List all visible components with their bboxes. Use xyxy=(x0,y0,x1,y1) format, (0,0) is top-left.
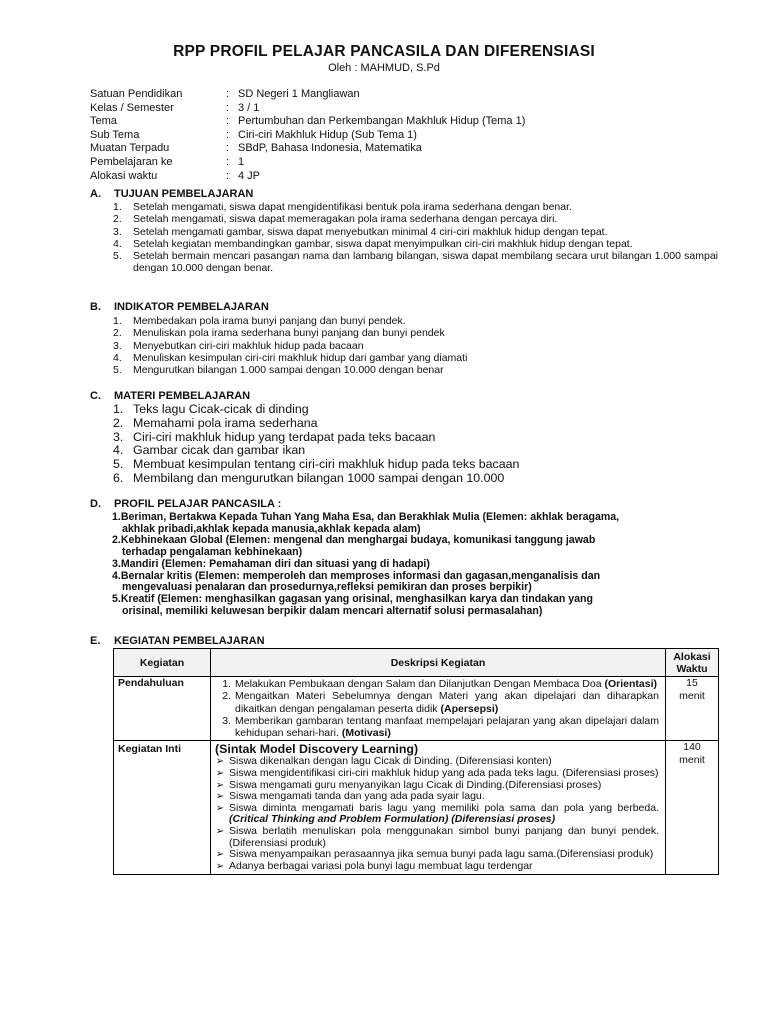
meta-colon: : xyxy=(226,101,230,114)
list-item: 2. Memahami pola irama sederhana xyxy=(113,415,318,430)
arrow-bullet-icon: ➢ xyxy=(215,802,225,814)
meta-value: SBdP, Bahasa Indonesia, Matematika xyxy=(238,142,422,155)
row-label-inti: Kegiatan Inti xyxy=(114,741,211,875)
profil-line: 3.Mandiri (Elemen: Pemahaman diri dan situasi yang di hadapi) xyxy=(112,557,430,570)
meta-row xyxy=(90,88,525,102)
section-title: PROFIL PELAJAR PANCASILA : xyxy=(114,498,282,510)
sintak-heading: (Sintak Model Discovery Learning) xyxy=(215,742,419,757)
list-item: 5. Mengurutkan bilangan 1.000 sampai dengan 10.000 dengan benar xyxy=(113,364,444,377)
arrow-bullet-icon: ➢ xyxy=(215,860,225,872)
inti-description xyxy=(211,741,666,875)
meta-label: Satuan Pendidikan xyxy=(90,88,183,100)
list-item: 1. Setelah mengamati, siswa dapat mengidentifikasi bentuk pola irama sederhana dengan benar. xyxy=(113,201,572,213)
section-title: TUJUAN PEMBELAJARAN xyxy=(114,188,254,200)
arrow-bullet-icon: ➢ xyxy=(215,826,225,838)
list-item: ➢ Siswa diminta mengamati baris lagu yang memiliki pola sama dan pola yang berbeda. (Critical Thinking and Problem Formulation) (Diferensiasi proses) xyxy=(211,803,665,826)
meta-colon: : xyxy=(226,88,230,100)
table-row xyxy=(114,741,719,875)
alokasi-unit: menit xyxy=(679,753,705,766)
list-item: 3. Memberikan gambaran tentang manfaat mempelajari pelajaran yang akan dipelajari dalam kehidupan sehari-hari. (Motivasi) xyxy=(222,714,659,740)
list-item: 1. Membedakan pola irama bunyi panjang dan bunyi pendek. xyxy=(113,315,406,327)
list-item: ➢ Adanya berbagai variasi pola bunyi lagu membuat lagu terdengar xyxy=(211,861,665,873)
list-item: 3. Ciri-ciri makhluk hidup yang terdapat pada teks bacaan xyxy=(113,429,436,444)
meta-row xyxy=(90,156,525,170)
meta-value: Pertumbuhan dan Perkembangan Makhluk Hidup (Tema 1) xyxy=(238,115,526,128)
list-item: 3. Menyebutkan ciri-ciri makhluk hidup pada bacaan xyxy=(113,339,364,352)
list-item: 4. Setelah kegiatan membandingkan gambar, siswa dapat menyimpulkan ciri-ciri makhluk hidup dengan tepat. xyxy=(113,237,633,250)
list-item: ➢ Siswa berlatih menuliskan pola menggunakan simbol bunyi panjang dan bunyi pendek.(Diferensiasi produk) xyxy=(211,826,665,849)
list-item: ➢ Siswa mengamati guru menyanyikan lagu Cicak di Dinding.(Diferensiasi proses) xyxy=(211,780,665,792)
profil-line: 4.Bernalar kritis (Elemen: memperoleh dan memproses informasi dan gagasan,menganalisis dan xyxy=(112,569,601,582)
profil-line: orisinal, memiliki keluwesan berpikir dalam mencari alternatif solusi permasalahan) xyxy=(122,604,543,617)
table-header-row xyxy=(114,649,719,677)
alokasi-pendahuluan xyxy=(666,677,719,741)
arrow-bullet-icon: ➢ xyxy=(215,849,225,861)
meta-row xyxy=(90,170,525,184)
meta-colon: : xyxy=(226,115,230,128)
section-letter: D. xyxy=(90,498,101,510)
list-item: ➢ Siswa dikenalkan dengan lagu Cicak di Dinding. (Diferensiasi konten) xyxy=(211,756,665,768)
meta-colon: : xyxy=(226,142,230,155)
materi-list xyxy=(113,403,718,486)
tujuan-list xyxy=(113,201,718,275)
meta-value: 1 xyxy=(238,155,245,168)
list-item: ➢ Siswa mengidentifikasi ciri-ciri makhluk hidup yang ada pada teks lagu. (Diferensiasi proses) xyxy=(211,768,665,780)
column-header-deskripsi: Deskripsi Kegiatan xyxy=(211,649,666,677)
section-letter: B. xyxy=(90,301,101,313)
document-title: RPP PROFIL PELAJAR PANCASILA DAN DIFERENSIASI xyxy=(173,43,595,60)
section-letter: E. xyxy=(90,635,101,647)
meta-row xyxy=(90,129,525,143)
arrow-bullet-icon: ➢ xyxy=(215,768,225,780)
pendahuluan-description xyxy=(211,677,666,741)
meta-value: SD Negeri 1 Mangliawan xyxy=(238,88,360,100)
profil-line: 2.Kebhinekaan Global (Elemen: mengenal dan menghargai budaya, komunikasi tanggung jawab xyxy=(112,534,596,547)
meta-colon: : xyxy=(226,169,230,182)
arrow-bullet-icon: ➢ xyxy=(215,791,225,803)
section-e-heading xyxy=(90,635,265,647)
list-item: 6. Membilang dan mengurutkan bilangan 1000 sampai dengan 10.000 xyxy=(113,470,505,485)
section-b-heading xyxy=(90,301,269,313)
alokasi-number: 140 xyxy=(683,741,701,754)
profil-pelajar-list xyxy=(112,512,718,617)
column-header-alokasi: Alokasi Waktu xyxy=(666,649,719,677)
meta-label: Pembelajaran ke xyxy=(90,155,173,168)
meta-value: 3 / 1 xyxy=(238,101,260,114)
list-item: 2. Mengaitkan Materi Sebelumnya dengan Materi yang akan dipelajari dan diharapkan dikaitkan dengan pengalaman peserta didik (Apersepsi) xyxy=(222,690,659,715)
list-item: ➢ Siswa menyampaikan perasaannya jika semua bunyi pada lagu sama.(Diferensiasi produk) xyxy=(211,849,665,861)
meta-label: Sub Tema xyxy=(90,128,140,141)
identity-block xyxy=(90,88,525,183)
meta-label: Kelas / Semester xyxy=(90,101,174,114)
list-item: 2. Setelah mengamati, siswa dapat memeragakan pola irama sederhana dengan percaya diri. xyxy=(113,213,558,226)
arrow-bullet-icon: ➢ xyxy=(215,779,225,791)
arrow-bullet-icon: ➢ xyxy=(215,756,225,768)
indikator-list xyxy=(113,315,718,376)
profil-line: terhadap pengalaman kebhinekaan) xyxy=(122,546,303,559)
section-title: MATERI PEMBELAJARAN xyxy=(114,390,251,402)
column-header-kegiatan: Kegiatan xyxy=(114,649,211,677)
list-item: 3. Setelah mengamati gambar, siswa dapat menyebutkan minimal 4 ciri-ciri makhluk hidup dengan tepat. xyxy=(113,225,608,238)
document-author: Oleh : MAHMUD, S.Pd xyxy=(328,62,440,74)
list-item: 4. Gambar cicak dan gambar ikan xyxy=(113,443,306,458)
section-c-heading xyxy=(90,390,250,402)
section-title: KEGIATAN PEMBELAJARAN xyxy=(114,635,265,647)
list-item: 4. Menuliskan kesimpulan ciri-ciri makhluk hidup dari gambar yang diamati xyxy=(113,351,468,364)
list-item: 5. Membuat kesimpulan tentang ciri-ciri makhluk hidup pada teks bacaan xyxy=(113,457,520,472)
row-label-pendahuluan: Pendahuluan xyxy=(114,677,211,741)
list-item: 1. Teks lagu Cicak-cicak di dinding xyxy=(113,402,309,416)
meta-value: 4 JP xyxy=(238,169,261,182)
list-item: 1. Melakukan Pembukaan dengan Salam dan Dilanjutkan Dengan Membaca Doa (Orientasi) xyxy=(222,678,657,690)
meta-value: Ciri-ciri Makhluk Hidup (Sub Tema 1) xyxy=(238,128,417,141)
alokasi-inti xyxy=(666,741,719,875)
profil-line: akhlak pribadi,akhlak kepada manusia,akhlak kepada alam) xyxy=(122,522,421,535)
alokasi-number: 15 xyxy=(686,677,698,689)
table-row xyxy=(114,677,719,741)
meta-row xyxy=(90,102,525,116)
list-item: 2. Menuliskan pola irama sederhana bunyi panjang dan bunyi pendek xyxy=(113,327,445,340)
meta-row xyxy=(90,142,525,156)
meta-label: Alokasi waktu xyxy=(90,169,158,182)
meta-colon: : xyxy=(226,128,230,141)
profil-line: 5.Kreatif (Elemen: menghasilkan gagasan yang orisinal, menghasilkan karya dan tindakan yang xyxy=(112,592,593,605)
section-letter: A. xyxy=(90,188,101,200)
list-item: ➢ Siswa mengamati tanda dan yang ada pada syair lagu. xyxy=(211,791,665,803)
section-a-heading xyxy=(90,188,253,200)
profil-line: mengevaluasi penalaran dan prosedurnya,refleksi pemikiran dan proses berpikir) xyxy=(122,581,532,594)
meta-row xyxy=(90,115,525,129)
meta-label: Tema xyxy=(90,115,117,128)
section-title: INDIKATOR PEMBELAJARAN xyxy=(114,301,269,313)
section-letter: C. xyxy=(90,390,101,402)
profil-line: 1.Beriman, Bertakwa Kepada Tuhan Yang Maha Esa, dan Berakhlak Mulia (Elemen: akhlak beragama, xyxy=(112,511,620,523)
meta-colon: : xyxy=(226,155,230,168)
list-item: 5. Setelah bermain mencari pasangan nama dan lambang bilangan, siswa dapat membilang secara urut bilangan 1.000 sampai dengan 10.000 dengan benar. xyxy=(113,250,718,275)
kegiatan-table xyxy=(113,648,719,875)
meta-label: Muatan Terpadu xyxy=(90,142,170,155)
section-d-heading xyxy=(90,498,281,510)
alokasi-unit: menit xyxy=(679,689,705,702)
